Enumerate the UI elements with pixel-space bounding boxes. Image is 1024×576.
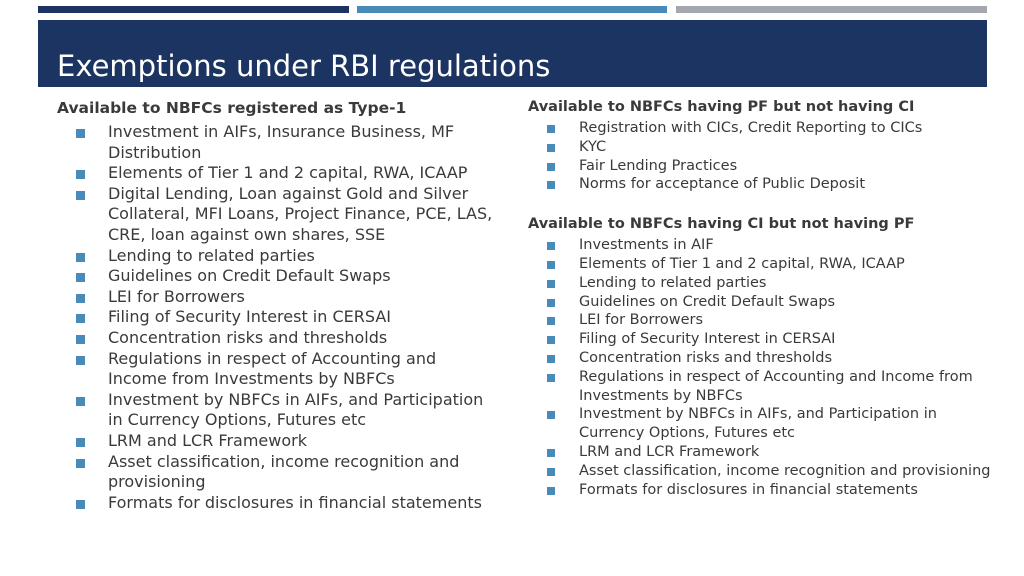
- square-bullet-icon: [547, 355, 555, 363]
- list-item: [57, 431, 497, 452]
- list-item: [528, 349, 998, 368]
- list-item-text: Guidelines on Credit Default Swaps: [579, 293, 836, 310]
- list-item: [528, 119, 998, 138]
- list-item-text: Concentration risks and thresholds: [108, 327, 388, 347]
- list-item: [57, 163, 497, 184]
- square-bullet-icon: [547, 242, 555, 250]
- list-item-text: Investments in AIF: [579, 237, 714, 254]
- square-bullet-icon: [547, 317, 555, 325]
- left-column: [57, 98, 497, 513]
- square-bullet-icon: [547, 468, 555, 476]
- square-bullet-icon: [76, 500, 85, 509]
- list-item-text: Asset classification, income recognition and provisioning: [108, 451, 460, 492]
- accent-bar-dark: [38, 6, 349, 13]
- square-bullet-icon: [547, 125, 555, 133]
- list-item-text: Investment by NBFCs in AIFs, and Participation in Currency Options, Futures etc: [108, 389, 484, 430]
- list-item-text: Elements of Tier 1 and 2 capital, RWA, ICAAP: [108, 163, 468, 183]
- list-item-text: Digital Lending, Loan against Gold and Silver Collateral, MFI Loans, Project Finance, PCE, LAS, CRE, loan against own shares, SSE: [108, 183, 493, 244]
- list-item-text: LRM and LCR Framework: [579, 443, 760, 460]
- list-item-text: Norms for acceptance of Public Deposit: [579, 176, 866, 193]
- square-bullet-icon: [76, 253, 85, 262]
- square-bullet-icon: [547, 299, 555, 307]
- title-banner: [38, 20, 987, 87]
- list-item: [57, 452, 497, 493]
- square-bullet-icon: [547, 144, 555, 152]
- square-bullet-icon: [76, 397, 85, 406]
- list-item-text: Lending to related parties: [579, 274, 767, 291]
- list-item: [57, 349, 497, 390]
- square-bullet-icon: [76, 170, 85, 179]
- list-item: [57, 390, 497, 431]
- square-bullet-icon: [76, 356, 85, 365]
- list-item-text: Concentration risks and thresholds: [579, 349, 833, 366]
- list-item: [528, 443, 998, 462]
- list-item: [528, 293, 998, 312]
- list-item: [528, 368, 998, 406]
- square-bullet-icon: [547, 374, 555, 382]
- list-item: [528, 138, 998, 157]
- list-item: [528, 330, 998, 349]
- square-bullet-icon: [547, 449, 555, 457]
- square-bullet-icon: [547, 487, 555, 495]
- right-top-list: [528, 119, 998, 194]
- list-item-text: Lending to related parties: [108, 245, 315, 265]
- list-item: [528, 157, 998, 176]
- list-item-text: Formats for disclosures in financial statements: [579, 481, 918, 498]
- square-bullet-icon: [76, 335, 85, 344]
- square-bullet-icon: [76, 314, 85, 323]
- accent-bar-grey: [676, 6, 987, 13]
- list-item-text: Registration with CICs, Credit Reporting to CICs: [579, 120, 923, 136]
- square-bullet-icon: [547, 163, 555, 171]
- square-bullet-icon: [547, 261, 555, 269]
- list-item-text: Formats for disclosures in financial statements: [108, 492, 482, 512]
- list-item-text: LEI for Borrowers: [579, 312, 704, 329]
- list-item-text: Investment by NBFCs in AIFs, and Participation in Currency Options, Futures etc: [579, 406, 937, 442]
- list-item: [528, 255, 998, 274]
- list-item-text: Investment in AIFs, Insurance Business, MF Distribution: [108, 122, 455, 162]
- list-item: [57, 246, 497, 267]
- list-item-text: Guidelines on Credit Default Swaps: [108, 266, 391, 286]
- list-item-text: Filing of Security Interest in CERSAI: [108, 307, 391, 327]
- list-item: [57, 287, 497, 308]
- list-item-text: Filing of Security Interest in CERSAI: [579, 331, 836, 348]
- list-item: [528, 175, 998, 194]
- list-item-text: KYC: [579, 138, 607, 155]
- right-column: [528, 97, 998, 499]
- slide-title: Exemptions under RBI regulations: [57, 49, 551, 83]
- list-item: [528, 405, 998, 443]
- section-spacer: [528, 194, 998, 214]
- left-list: [57, 122, 497, 513]
- list-item: [57, 122, 497, 163]
- square-bullet-icon: [76, 129, 85, 138]
- list-item: [528, 311, 998, 330]
- square-bullet-icon: [76, 294, 85, 303]
- accent-bar-blue: [357, 6, 667, 13]
- right-bottom-list: [528, 236, 998, 499]
- square-bullet-icon: [76, 191, 85, 200]
- list-item: [57, 307, 497, 328]
- list-item: [57, 266, 497, 287]
- right-top-heading: Available to NBFCs having PF but not having CI: [528, 99, 915, 115]
- list-item-text: Elements of Tier 1 and 2 capital, RWA, ICAAP: [579, 255, 905, 272]
- list-item: [57, 184, 497, 246]
- square-bullet-icon: [76, 273, 85, 282]
- list-item-text: LEI for Borrowers: [108, 286, 245, 306]
- list-item: [57, 493, 497, 514]
- square-bullet-icon: [547, 181, 555, 189]
- right-bottom-heading: Available to NBFCs having CI but not having PF: [528, 216, 915, 233]
- square-bullet-icon: [76, 438, 85, 447]
- square-bullet-icon: [547, 411, 555, 419]
- square-bullet-icon: [547, 336, 555, 344]
- list-item-text: Asset classification, income recognition and provisioning: [579, 462, 991, 479]
- list-item: [528, 481, 998, 500]
- list-item: [528, 274, 998, 293]
- left-heading: Available to NBFCs registered as Type-1: [57, 99, 407, 117]
- list-item-text: LRM and LCR Framework: [108, 430, 307, 450]
- square-bullet-icon: [547, 280, 555, 288]
- list-item-text: Fair Lending Practices: [579, 157, 738, 174]
- list-item: [528, 236, 998, 255]
- list-item-text: Regulations in respect of Accounting and Income from Investments by NBFCs: [108, 348, 437, 389]
- square-bullet-icon: [76, 459, 85, 468]
- list-item: [528, 462, 998, 481]
- list-item-text: Regulations in respect of Accounting and Income from Investments by NBFCs: [579, 368, 973, 404]
- list-item: [57, 328, 497, 349]
